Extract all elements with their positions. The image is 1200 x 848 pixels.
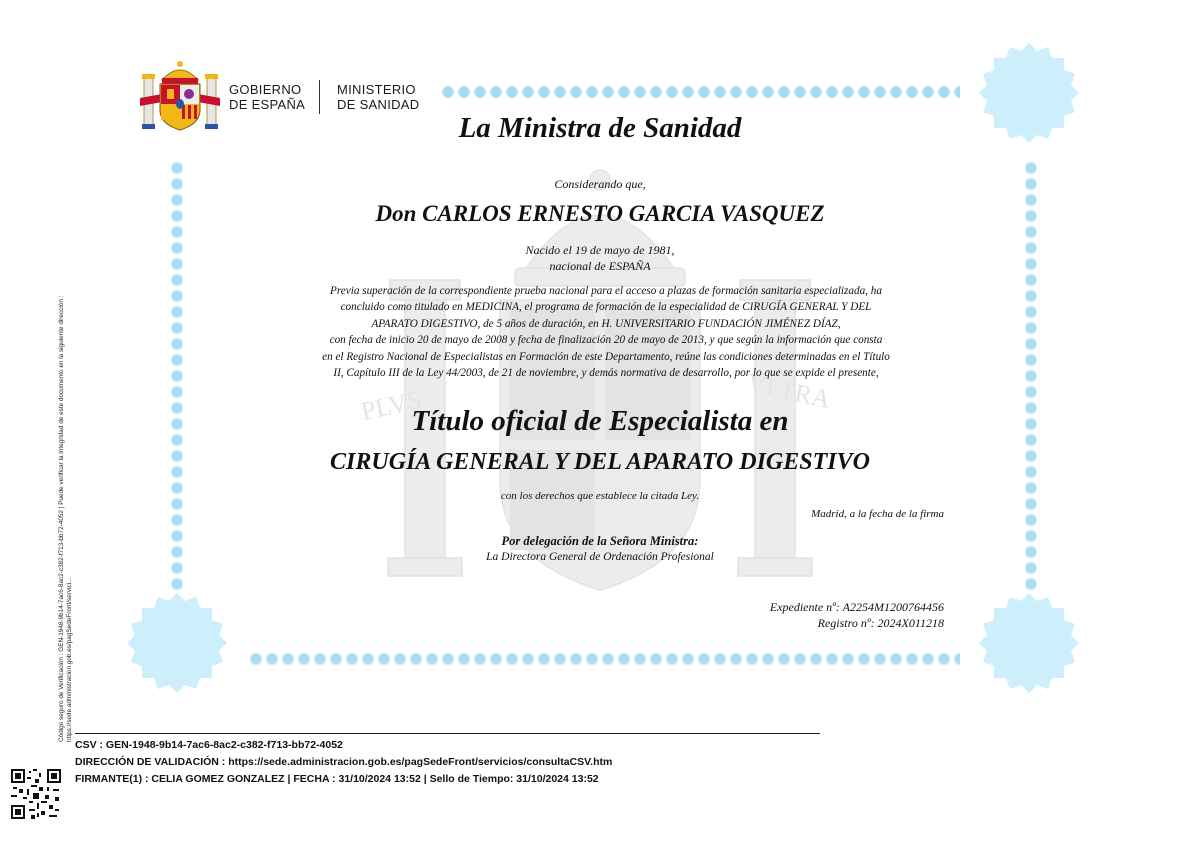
signer-role: La Directora General de Ordenación Profesional [486,551,714,563]
nationality: nacional de ESPAÑA [549,259,651,273]
header-separator [319,80,320,114]
bottom-border-dots [248,651,960,667]
verification-note-line-2: https://sede.administracion.gob.es/pagSedeFront/servici... [66,577,73,742]
registry-number: Registro nº: 2024X011218 [817,616,944,630]
body-line: con fecha de inicio 20 de mayo de 2008 y fecha de finalización 20 de mayo de 2013, y que según la información que consta [329,334,883,347]
ministry-line-2: DE SANIDAD [337,97,420,112]
rosette-bottom-left [125,591,229,695]
motto-left: PLVS [358,384,425,427]
certificate-title: Título oficial de Especialista en [411,405,789,437]
qr-code-icon [11,769,61,819]
birth-info [0,242,1200,274]
validation-url[interactable]: DIRECCIÓN DE VALIDACIÓN : https://sede.administracion.gob.es/pagSedeFront/servicios/consultaCSV.htm [75,756,613,768]
ministry-label [337,82,419,112]
ministry-line-1: MINISTERIO [337,82,416,97]
gov-line-1: GOBIERNO [229,82,302,97]
body-line: Previa superación de la correspondiente prueba nacional para el acceso a plazas de formación sanitaria especializada, ha [330,285,882,297]
rights-text: con los derechos que establece la citada Ley. [500,490,700,502]
signer-info: FIRMANTE(1) : CELIA GOMEZ GONZALEZ | FECHA : 31/10/2024 13:52 | Sello de Tiempo: 31/10/2024 13:52 [75,773,599,785]
issuer-title: La Ministra de Sanidad [458,112,742,144]
certificate-body [300,283,912,381]
holder-name: Don CARLOS ERNESTO GARCIA VASQUEZ [375,201,825,226]
rosette-bottom-right [977,591,1081,695]
considering-text: Considerando que, [554,177,646,191]
file-info [770,599,944,631]
birth-date: Nacido el 19 de mayo de 1981, [525,243,675,257]
gov-line-2: DE ESPAÑA [229,97,306,112]
specialty-name: CIRUGÍA GENERAL Y DEL APARATO DIGESTIVO [330,449,870,475]
body-line: II, Capítulo III de la Ley 44/2003, de 21 de noviembre, y demás normativa de desarrollo, por lo que se expide el presente, [333,367,879,380]
verification-note-vertical [58,242,74,742]
body-line: APARATO DIGESTIVO, de 5 años de duración, en H. UNIVERSITARIO FUNDACIÓN JIMÉNEZ DÍAZ, [371,317,841,330]
government-of-spain-label [229,82,305,112]
body-line: concluido como titulado en MEDICINA, el programa de formación de la especialidad de CIRUGÍA GENERAL Y DEL [340,301,872,314]
footer-divider [75,733,820,734]
file-number: Expediente nº: A2254M1200764456 [769,600,944,614]
body-line: en el Registro Nacional de Especialistas en Formación de este Departamento, reúne las condiciones determinadas en el Título [322,350,890,363]
motto-right: VLTRA [744,368,834,415]
top-border-dots [440,84,960,100]
place-and-date: Madrid, a la fecha de la firma [811,508,944,520]
verification-note-line-1: Código seguro de Verificación : GEN-1948-9b14-7ac6-8ac2-c382-f713-bb72-4052 | Puede verificar la integridad de este documento en la siguiente dirección : [58,295,65,742]
csv-code: CSV : GEN-1948-9b14-7ac6-8ac2-c382-f713-bb72-4052 [75,739,343,751]
delegation-text: Por delegación de la Señora Ministra: [501,534,699,548]
